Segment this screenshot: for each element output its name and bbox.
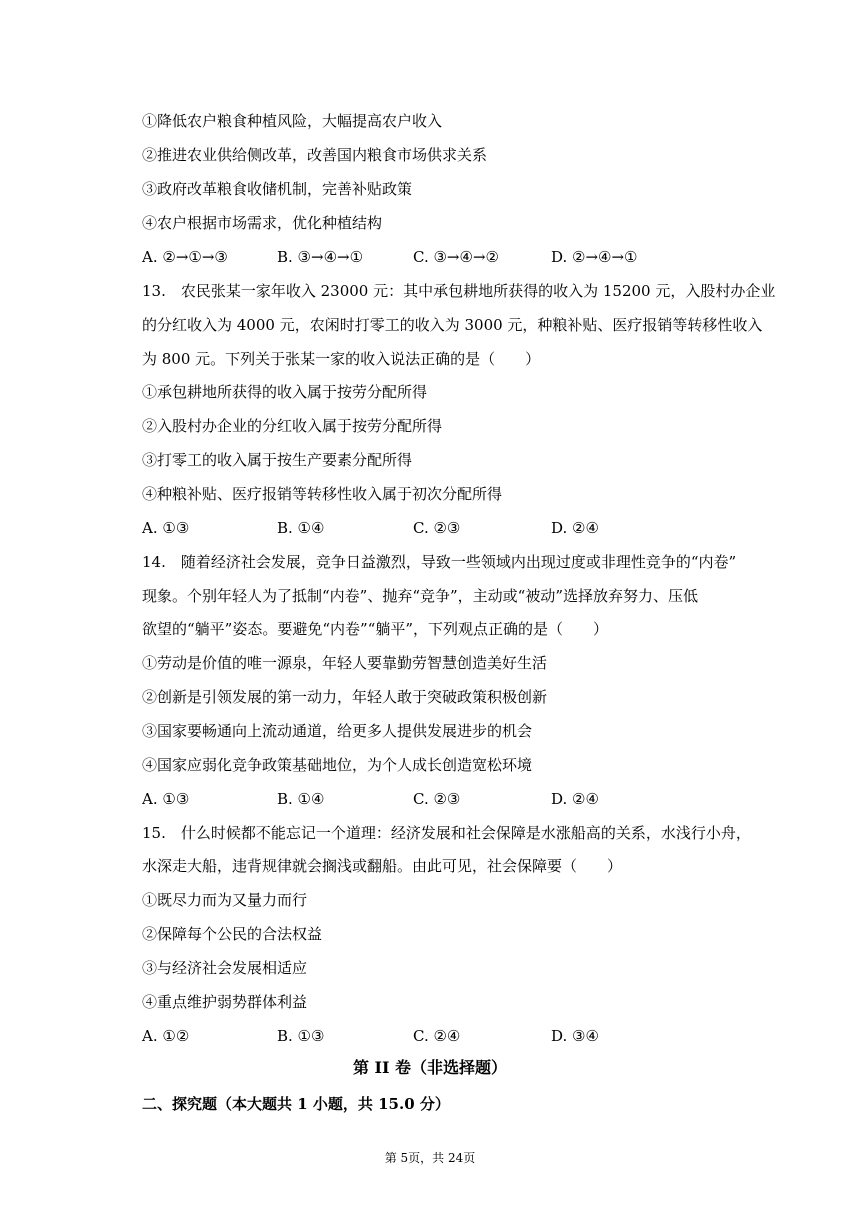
q15-stem-line-1: 15. 什么时候都不能忘记一个道理：经济发展和社会保障是水涨船高的关系，水浅行小舟，	[142, 824, 751, 842]
section-title: 第 II 卷（非选择题）	[352, 1058, 508, 1077]
q13-stem-line-3: 为 800 元。下列关于张某一家的收入说法正确的是（ ）	[142, 350, 541, 368]
q12-item-2: ②推进农业供给侧改革，改善国内粮食市场供求关系	[142, 146, 488, 164]
q12-option-d: D. ②→④→①	[551, 248, 638, 266]
q15-item-1: ①既尽力而为又量力而行	[142, 891, 308, 909]
q14-option-b: B. ①④	[277, 790, 325, 808]
q13-stem-line-2: 的分红收入为 4000 元，农闲时打零工的收入为 3000 元，种粮补贴、医疗报销等转移性收入	[142, 316, 763, 334]
q14-item-1: ①劳动是价值的唯一源泉，年轻人要靠勤劳智慧创造美好生活	[142, 654, 548, 672]
q13-option-d: D. ②④	[551, 519, 599, 537]
q13-item-3: ③打零工的收入属于按生产要素分配所得	[142, 451, 413, 469]
q15-item-2: ②保障每个公民的合法权益	[142, 925, 323, 943]
q12-option-b: B. ③→④→①	[277, 248, 364, 266]
q14-stem-line-2: 现象。个别年轻人为了抵制“内卷”、抛弃“竞争”，主动或“被动”选择放弃努力、压低	[142, 587, 699, 605]
q13-stem-line-1: 13. 农民张某一家年收入 23000 元：其中承包耕地所获得的收入为 15200 元，入股村办企业	[142, 282, 776, 300]
q12-option-c: C. ③→④→②	[413, 248, 499, 266]
q15-item-4: ④重点维护弱势群体利益	[142, 993, 308, 1011]
q15-item-3: ③与经济社会发展相适应	[142, 959, 308, 977]
q15-stem-line-2: 水深走大船，违背规律就会搁浅或翻船。由此可见，社会保障要（ ）	[142, 857, 623, 875]
q14-stem-line-3: 欲望的“躺平”姿态。要避免“内卷”“躺平”，下列观点正确的是（ ）	[142, 620, 609, 638]
q13-item-4: ④种粮补贴、医疗报销等转移性收入属于初次分配所得	[142, 485, 503, 503]
q14-stem-line-1: 14. 随着经济社会发展，竞争日益激烈，导致一些领域内出现过度或非理性竞争的“内卷”	[142, 553, 737, 571]
page-number: 第 5页，共 24页	[384, 1151, 476, 1165]
q12-item-1: ①降低农户粮食种植风险，大幅提高农户收入	[142, 112, 443, 130]
q15-option-a: A. ①②	[142, 1027, 190, 1045]
q15-option-c: C. ②④	[413, 1027, 461, 1045]
q14-item-3: ③国家要畅通向上流动通道，给更多人提供发展进步的机会	[142, 722, 533, 740]
q15-option-b: B. ①③	[277, 1027, 325, 1045]
q14-option-d: D. ②④	[551, 790, 599, 808]
q12-item-4: ④农户根据市场需求，优化种植结构	[142, 214, 383, 232]
q12-item-3: ③政府改革粮食收储机制，完善补贴政策	[142, 180, 413, 198]
q13-item-2: ②入股村办企业的分红收入属于按劳分配所得	[142, 417, 443, 435]
q13-option-b: B. ①④	[277, 519, 325, 537]
part-heading: 二、探究题（本大题共 1 小题，共 15.0 分）	[142, 1095, 450, 1113]
q12-option-a: A. ②→①→③	[142, 248, 228, 266]
q13-option-c: C. ②③	[413, 519, 461, 537]
q15-option-d: D. ③④	[551, 1027, 599, 1045]
q13-item-1: ①承包耕地所获得的收入属于按劳分配所得	[142, 383, 428, 401]
q13-option-a: A. ①③	[142, 519, 190, 537]
q14-item-4: ④国家应弱化竞争政策基础地位，为个人成长创造宽松环境	[142, 756, 533, 774]
q14-option-a: A. ①③	[142, 790, 190, 808]
q14-option-c: C. ②③	[413, 790, 461, 808]
q14-item-2: ②创新是引领发展的第一动力，年轻人敢于突破政策积极创新	[142, 688, 548, 706]
